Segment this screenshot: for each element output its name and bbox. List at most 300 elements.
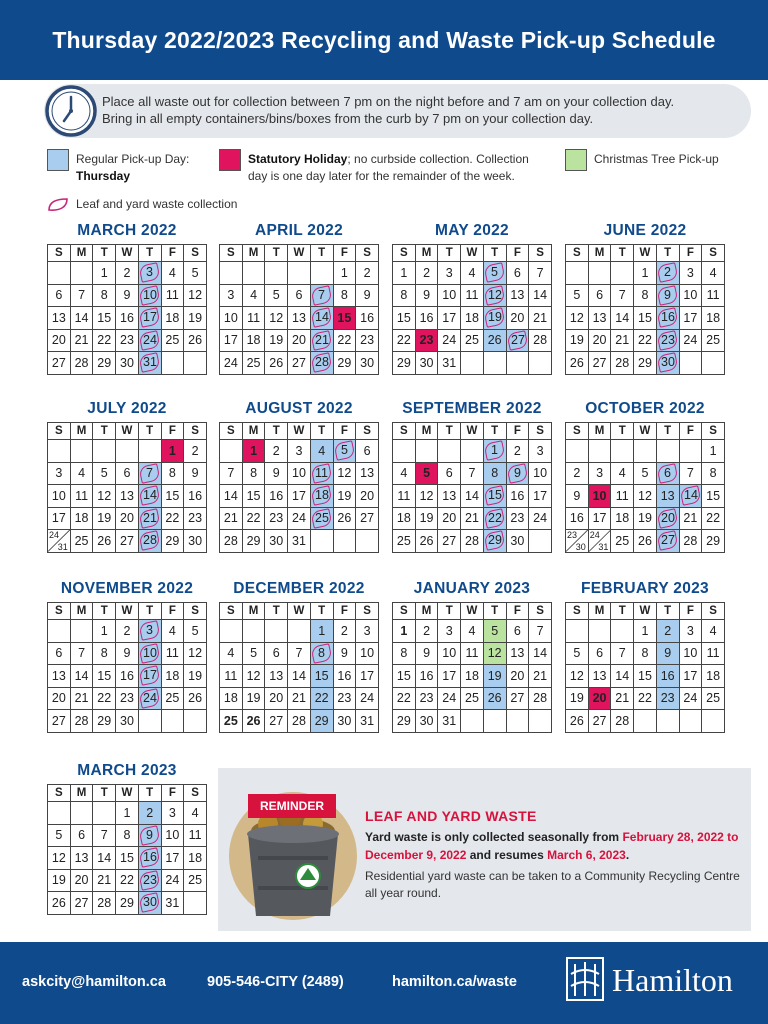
day-number: 5	[272, 288, 280, 303]
calendar-day	[48, 642, 71, 665]
weekday-header: M	[588, 245, 611, 262]
weekday-header: T	[483, 245, 506, 262]
calendar-day	[138, 824, 161, 847]
calendar-day	[220, 665, 243, 688]
weekday-header: S	[184, 785, 207, 802]
calendar-day	[333, 262, 356, 285]
notice-text	[102, 93, 742, 127]
week-row	[48, 307, 207, 330]
calendar-day	[93, 869, 116, 892]
calendar-day	[242, 687, 265, 710]
calendar-day	[656, 307, 679, 330]
calendar-day	[506, 262, 529, 285]
calendar-day	[483, 352, 506, 375]
calendar-day	[588, 530, 611, 553]
weekday-header: S	[220, 603, 243, 620]
calendar-day	[483, 485, 506, 508]
day-number: 6	[513, 265, 521, 280]
day-number: 5	[423, 466, 431, 481]
calendar-day	[656, 440, 679, 463]
calendar-day	[242, 262, 265, 285]
leaf-collection-marker	[484, 307, 506, 328]
day-number: 1	[400, 265, 408, 280]
day-number: 30	[510, 533, 525, 548]
phone-link[interactable]: 905-546-CITY (2489)	[207, 974, 344, 990]
calendar-day	[656, 665, 679, 688]
day-number: 15	[337, 310, 352, 325]
day-number: 14	[74, 668, 89, 683]
calendar-day	[634, 307, 657, 330]
weekday-header: S	[702, 245, 725, 262]
day-number: 31	[165, 895, 180, 910]
calendar-day	[93, 329, 116, 352]
day-number: 12	[188, 646, 203, 661]
day-number: 17	[533, 488, 548, 503]
calendar-day	[506, 530, 529, 553]
day-number: 31	[142, 355, 157, 370]
day-number: 16	[660, 310, 675, 325]
calendar-day	[161, 462, 184, 485]
calendar-day	[702, 687, 725, 710]
calendar-day	[415, 507, 438, 530]
calendar-day	[415, 262, 438, 285]
calendar-day	[588, 507, 611, 530]
day-number: 23	[510, 511, 525, 526]
month-title: DECEMBER 2022	[233, 580, 365, 597]
day-number: 16	[510, 488, 525, 503]
calendar-day	[588, 620, 611, 643]
calendar-day	[438, 284, 461, 307]
reminder-p1-a: Yard waste is only collected seasonally from	[365, 830, 623, 844]
calendar-day	[48, 462, 71, 485]
calendar-day	[184, 530, 207, 553]
calendar-day	[93, 665, 116, 688]
day-number: 15	[165, 488, 180, 503]
calendar-day	[483, 284, 506, 307]
calendar-day	[138, 710, 161, 733]
calendar-day	[116, 710, 139, 733]
day-number: 11	[224, 668, 238, 683]
day-number: 9	[123, 288, 131, 303]
day-number: 19	[487, 668, 502, 683]
day-number: 31	[442, 355, 457, 370]
weekday-header: F	[679, 603, 702, 620]
day-number: 28	[74, 355, 89, 370]
calendar-day	[184, 507, 207, 530]
calendar-day	[634, 710, 657, 733]
day-number: 14	[142, 488, 157, 503]
day-number: 24	[533, 511, 548, 526]
day-number: 18	[314, 488, 329, 503]
day-number: 16	[419, 310, 434, 325]
calendar-day	[393, 710, 416, 733]
reminder-season-text	[365, 828, 745, 864]
calendar-day	[310, 262, 333, 285]
weekday-header: M	[70, 785, 93, 802]
calendar-day	[220, 352, 243, 375]
calendar-day	[483, 440, 506, 463]
day-number: 23	[360, 333, 375, 348]
calendar-day	[116, 262, 139, 285]
week-row	[393, 440, 552, 463]
day-number: 26	[569, 713, 584, 728]
day-number: 29	[337, 355, 352, 370]
day-number: 9	[573, 488, 581, 503]
day-number: 6	[596, 646, 604, 661]
calendar-day	[566, 620, 589, 643]
day-number: 4	[250, 288, 258, 303]
calendar-day	[656, 485, 679, 508]
calendar-day	[138, 869, 161, 892]
day-number: 10	[683, 288, 698, 303]
day-number: 7	[318, 287, 326, 302]
calendar-day	[48, 802, 71, 825]
calendar-day	[566, 352, 589, 375]
day-number: 12	[487, 646, 502, 661]
calendar-day	[438, 530, 461, 553]
leaf-collection-marker	[657, 330, 679, 351]
day-number: 29	[120, 895, 134, 910]
day-number: 14	[292, 668, 306, 683]
day-number: 26	[97, 533, 112, 548]
weekday-header: S	[393, 603, 416, 620]
day-number: 11	[465, 288, 479, 303]
weekday-header: F	[161, 245, 184, 262]
calendar-day	[288, 620, 311, 643]
calendar-day	[415, 642, 438, 665]
day-number: 18	[465, 668, 479, 683]
day-number: 19	[246, 691, 261, 706]
calendar-day	[461, 462, 484, 485]
calendar-day	[566, 440, 589, 463]
email-link[interactable]: askcity@hamilton.ca	[22, 974, 166, 990]
weekday-header: T	[265, 245, 288, 262]
day-number: 12	[269, 310, 284, 325]
weekday-header: S	[48, 423, 71, 440]
calendar-day	[242, 307, 265, 330]
calendar-day	[702, 284, 725, 307]
day-number: 7	[536, 265, 544, 280]
calendar-day	[483, 329, 506, 352]
day-number: 7	[468, 466, 476, 481]
weekday-header: T	[656, 423, 679, 440]
calendar-day	[70, 687, 93, 710]
day-number: 29	[97, 713, 112, 728]
calendar-day	[48, 530, 71, 553]
week-row	[48, 440, 207, 463]
calendar-day	[116, 642, 139, 665]
calendar-day	[161, 687, 184, 710]
day-number: 22	[638, 691, 652, 706]
notice-line-1: Place all waste out for collection between 7 pm on the night before and 7 am on your collection day.	[102, 94, 675, 109]
day-number: 15	[314, 668, 329, 683]
website-link[interactable]: hamilton.ca/waste	[392, 974, 517, 990]
calendar-day	[265, 352, 288, 375]
weekday-header: T	[310, 603, 333, 620]
reminder-recycling-centre-text: Residential yard waste can be taken to a Community Recycling Centre all year round.	[365, 869, 740, 900]
calendar-day	[656, 284, 679, 307]
weekday-header: T	[138, 245, 161, 262]
calendar-day	[356, 687, 379, 710]
weekday-header: T	[265, 603, 288, 620]
day-number: 4	[191, 805, 199, 820]
day-number: 14	[223, 488, 238, 503]
leaf-collection-marker	[679, 485, 701, 506]
calendar-day	[242, 620, 265, 643]
day-number: 17	[683, 310, 698, 325]
calendar-day	[702, 620, 725, 643]
week-row	[48, 687, 207, 710]
calendar-day	[116, 530, 139, 553]
calendar-day	[184, 892, 207, 915]
calendar-day	[356, 710, 379, 733]
weekday-header: T	[265, 423, 288, 440]
leaf-collection-marker	[657, 307, 679, 328]
calendar-day	[288, 507, 311, 530]
calendar-day	[116, 620, 139, 643]
day-number: 22	[487, 510, 502, 525]
day-number: 19	[638, 511, 652, 526]
day-number: 30	[419, 713, 434, 728]
week-row	[566, 620, 725, 643]
calendar-day	[138, 307, 161, 330]
calendar-day	[138, 892, 161, 915]
calendar-day	[461, 530, 484, 553]
calendar-day	[138, 687, 161, 710]
day-number: 30	[188, 533, 203, 548]
day-number: 27	[292, 355, 306, 370]
calendar-day	[333, 642, 356, 665]
calendar-day	[438, 307, 461, 330]
day-number: 17	[142, 310, 157, 325]
calendar-day	[611, 665, 634, 688]
calendar-day	[356, 307, 379, 330]
day-number: 8	[340, 288, 348, 303]
day-number: 31	[442, 713, 457, 728]
day-number: 16	[120, 310, 134, 325]
calendar-day	[138, 329, 161, 352]
split-day	[48, 530, 70, 552]
calendar-day	[220, 329, 243, 352]
calendar-day	[138, 284, 161, 307]
calendar-day	[333, 352, 356, 375]
weekday-header: W	[288, 423, 311, 440]
weekday-header: W	[288, 245, 311, 262]
leaf-collection-marker	[139, 870, 161, 891]
day-number: 26	[337, 511, 352, 526]
calendar-day	[161, 847, 184, 870]
day-number: 4	[78, 466, 86, 481]
day-number: 13	[660, 488, 675, 503]
weekday-header: T	[93, 603, 116, 620]
calendar-day	[461, 307, 484, 330]
day-number: 6	[272, 646, 280, 661]
leaf-collection-marker	[311, 307, 333, 328]
weekday-header: S	[356, 245, 379, 262]
day-number: 1	[641, 623, 649, 638]
calendar-day	[265, 687, 288, 710]
day-number: 23	[269, 511, 284, 526]
day-number: 17	[51, 511, 66, 526]
week-row	[220, 462, 379, 485]
day-number: 1	[318, 623, 326, 638]
day-number: 20	[51, 691, 66, 706]
holiday-label: Statutory Holiday	[248, 152, 348, 166]
day-number: 11	[188, 828, 202, 843]
day-number: 25	[165, 333, 180, 348]
weekday-header: M	[70, 603, 93, 620]
day-number: 22	[165, 511, 180, 526]
calendar-day	[438, 485, 461, 508]
day-number: 11	[165, 288, 179, 303]
calendar-day	[265, 284, 288, 307]
calendar-day	[461, 642, 484, 665]
calendar-day	[679, 530, 702, 553]
calendar-day	[529, 620, 552, 643]
day-number: 23	[120, 333, 134, 348]
day-number: 26	[246, 713, 261, 728]
day-number: 24	[360, 691, 375, 706]
calendar-day	[161, 284, 184, 307]
calendar-day	[702, 440, 725, 463]
day-number: 4	[709, 265, 717, 280]
day-number: 3	[445, 265, 453, 280]
calendar-day	[415, 620, 438, 643]
calendar-day	[184, 307, 207, 330]
day-number: 1	[400, 623, 408, 638]
weekday-header: W	[461, 423, 484, 440]
week-row	[48, 485, 207, 508]
day-number: 24	[142, 332, 157, 347]
calendar-day	[634, 620, 657, 643]
day-number: 5	[100, 466, 108, 481]
leaf-collection-marker	[657, 508, 679, 529]
calendar-day	[265, 530, 288, 553]
day-number: 19	[188, 310, 203, 325]
leaf-collection-marker	[311, 463, 333, 484]
day-number: 28	[223, 533, 238, 548]
day-number: 2	[191, 443, 199, 458]
day-number: 21	[142, 510, 157, 525]
calendar-day	[220, 462, 243, 485]
reminder-title: LEAF AND YARD WASTE	[365, 808, 537, 824]
calendar-day	[438, 665, 461, 688]
day-number: 20	[74, 873, 89, 888]
day-number: 21	[533, 668, 548, 683]
calendar-day	[48, 507, 71, 530]
day-number: 20	[660, 510, 675, 525]
weekday-header: S	[220, 245, 243, 262]
calendar-day	[679, 665, 702, 688]
calendar-day	[93, 485, 116, 508]
leaf-collection-marker	[139, 262, 161, 283]
calendar-day	[356, 620, 379, 643]
day-number: 10	[142, 287, 157, 302]
week-row	[220, 307, 379, 330]
calendar-day	[566, 530, 589, 553]
calendar-day	[70, 352, 93, 375]
calendar-day	[116, 665, 139, 688]
day-number: 13	[51, 668, 66, 683]
calendar-day	[679, 507, 702, 530]
day-number: 17	[165, 850, 180, 865]
leaf-collection-marker	[139, 620, 161, 641]
calendar-day	[656, 687, 679, 710]
calendar-day	[679, 329, 702, 352]
calendar-day	[702, 642, 725, 665]
month-december-2022	[219, 578, 379, 733]
weekday-header: M	[70, 245, 93, 262]
calendar-day	[48, 892, 71, 915]
day-number: 1	[100, 265, 108, 280]
day-number: 26	[487, 691, 502, 706]
leaf-collection-marker	[139, 508, 161, 529]
day-number: 17	[292, 488, 306, 503]
day-number: 5	[250, 646, 258, 661]
leaf-collection-marker	[139, 643, 161, 664]
week-row	[566, 710, 725, 733]
day-number: 19	[51, 873, 66, 888]
day-number: 6	[363, 443, 371, 458]
day-number: 7	[78, 288, 86, 303]
day-number: 27	[51, 355, 66, 370]
calendar-day	[634, 352, 657, 375]
calendar-day	[48, 620, 71, 643]
day-number: 12	[569, 668, 584, 683]
day-number: 11	[706, 646, 720, 661]
day-number: 29	[706, 533, 721, 548]
calendar-day	[93, 892, 116, 915]
day-number: 1	[100, 623, 108, 638]
regular-pickup-legend	[76, 151, 216, 185]
day-number: 25	[465, 691, 479, 706]
weekday-header: M	[242, 603, 265, 620]
calendar-day	[242, 642, 265, 665]
day-number: 9	[123, 646, 131, 661]
calendar-day	[356, 530, 379, 553]
day-number: 27	[269, 713, 284, 728]
day-number: 20	[510, 310, 525, 325]
calendar-day	[506, 329, 529, 352]
day-number: 1	[250, 443, 258, 458]
month-table	[219, 244, 379, 375]
calendar-day	[220, 507, 243, 530]
day-number: 2	[513, 443, 521, 458]
day-number: 2	[123, 623, 131, 638]
calendar-day	[393, 262, 416, 285]
calendar-day	[529, 284, 552, 307]
week-row	[393, 507, 552, 530]
calendar-day	[566, 307, 589, 330]
weekday-header: T	[611, 603, 634, 620]
calendar-day	[265, 710, 288, 733]
day-number: 25	[396, 533, 411, 548]
week-row	[566, 440, 725, 463]
regular-pickup-label: Regular Pick-up Day:	[76, 152, 190, 166]
day-number: 27	[120, 533, 134, 548]
day-number: 25	[615, 533, 630, 548]
day-number: 7	[686, 466, 694, 481]
day-number: 4	[709, 623, 717, 638]
day-number: 30	[360, 355, 375, 370]
calendar-day	[333, 485, 356, 508]
day-number: 12	[246, 668, 261, 683]
clock-icon	[44, 84, 98, 138]
day-number: 1	[709, 443, 717, 458]
day-number: 16	[188, 488, 203, 503]
day-number: 23	[419, 691, 434, 706]
calendar-day	[506, 665, 529, 688]
